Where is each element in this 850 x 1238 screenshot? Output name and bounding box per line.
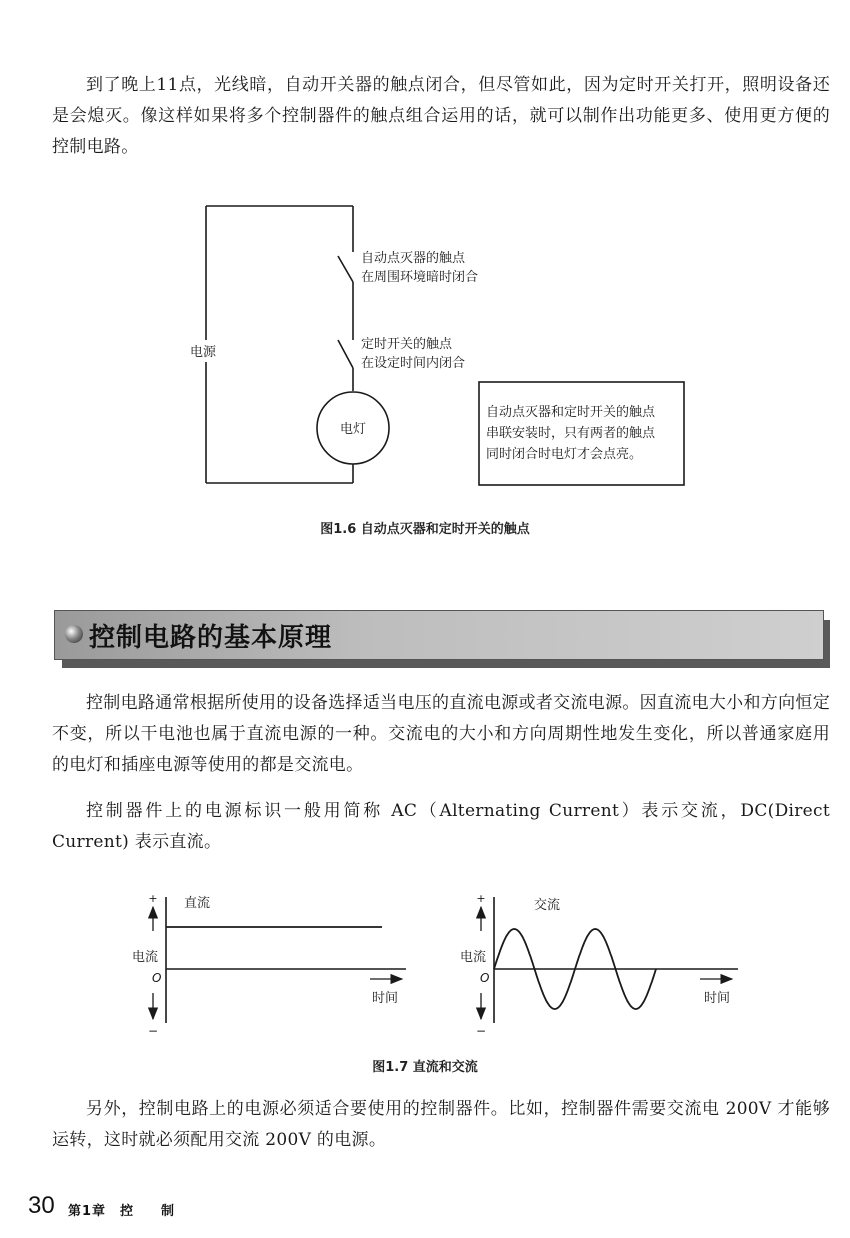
dc-minus-label: − [147,1024,159,1038]
switch2-label-2: 在设定时间内闭合 [361,356,466,371]
ac-origin: O [480,971,490,985]
note-line-1: 自动点灭器和定时开关的触点 [486,405,656,420]
paragraph-2: 控制电路通常根据所使用的设备选择适当电压的直流电源或者交流电源。因直流电大小和方向恒定不变，所以干电池也属于直流电源的一种。交流电的大小和方向周期性地发生变化，所以普通家庭用的电灯和插座电源等使用的都是交流电。 [52,693,830,775]
ac-chart [460,892,738,1038]
ac-xlabel: 时间 [704,991,731,1006]
page-number: 30 [28,1192,55,1219]
paragraph-1: 到了晚上11点，光线暗，自动开关器的触点闭合，但尽管如此，因为定时开关打开，照明设备还是会熄灭。像这样如果将多个控制器件的触点组合运用的话，就可以制作出功能更多、使用更方便的控制电路。 [52,75,830,157]
switch-2-blade [338,340,353,368]
dc-ac-charts [0,885,850,1045]
ac-plus-label: + [476,892,486,905]
ac-ylabel: 电流 [460,950,487,965]
chapter-title: 控制 [120,1204,203,1219]
figure-1-7-caption: 图1.7 直流和交流 [372,1060,478,1075]
dc-xlabel: 时间 [372,991,399,1006]
section-bar [54,610,824,660]
section-title: 控制电路的基本原理 [89,623,333,653]
switch-1-blade [338,256,353,282]
lamp-label: 电灯 [339,422,367,437]
chapter-label: 第1章 [68,1204,107,1219]
ac-minus-label: − [475,1024,487,1038]
note-line-3: 同时闭合时电灯才会点亮。 [486,447,643,462]
switch2-label-1: 定时开关的触点 [361,337,453,352]
dc-ylabel: 电流 [132,950,159,965]
switch1-label-1: 自动点灭器的触点 [361,251,466,266]
paragraph-4: 另外，控制电路上的电源必须适合要使用的控制器件。比如，控制器件需要交流电 200V 才能够运转，这时就必须配用交流 200V 的电源。 [52,1099,830,1150]
note-line-2: 串联安装时，只有两者的触点 [486,426,656,441]
dc-plus-label: + [148,892,158,905]
dc-chart [132,892,406,1038]
paragraph-3: 控制器件上的电源标识一般用简称 AC（Alternating Current）表示交流，DC(Direct Current) 表示直流。 [52,801,830,852]
dc-origin: O [152,971,162,985]
ac-title: 交流 [534,898,561,913]
power-label: 电源 [190,345,217,360]
circuit-diagram [0,190,850,500]
switch1-label-2: 在周围环境暗时闭合 [361,270,479,285]
dc-title: 直流 [184,896,211,911]
figure-1-6-caption: 图1.6 自动点灭器和定时开关的触点 [320,522,530,537]
bullet-icon [65,625,83,643]
